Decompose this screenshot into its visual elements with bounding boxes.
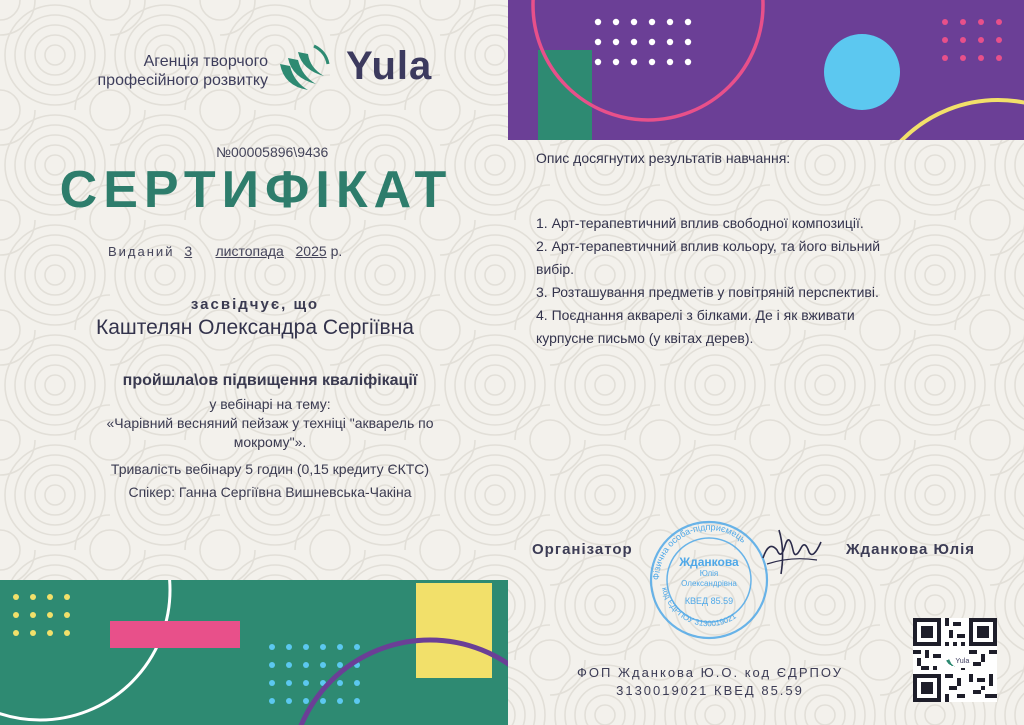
decor-bottom-left [0, 580, 508, 725]
organizer-details-line-2: 3130019021 КВЕД 85.59 [616, 683, 804, 698]
stamp-ring-top: Фізична особа-підприємець [650, 521, 749, 581]
stamp-surname: Жданкова [679, 555, 739, 569]
list-item: 1. Арт-терапевтичний вплив свободної композиції. [536, 215, 864, 231]
results-list [536, 212, 936, 350]
qr-logo-text: Yula [955, 656, 970, 666]
issued-date-row [108, 243, 342, 259]
webinar-topic [60, 414, 480, 452]
organizer-details [540, 664, 880, 700]
agency-line-1: Агенція творчого [143, 53, 268, 70]
organizer-details-line-1: ФОП Жданкова Ю.О. код ЄДРПОУ [577, 665, 843, 680]
agency-line-2: професійного розвитку [97, 72, 268, 89]
list-item: 3. Розташування предметів у повітряній перспективі. [536, 284, 879, 300]
certificate-title: СЕРТИФІКАТ [59, 161, 453, 219]
signature [755, 520, 825, 580]
stamp-patronymic: Олександрівна [681, 579, 737, 588]
results-title: Опис досягнутих результатів навчання: [536, 150, 791, 166]
list-item: 4. Поєднання акварелі з білками. Де і як вживати [536, 307, 855, 323]
webinar-topic-line-2: мокрому"». [233, 434, 307, 450]
webinar-speaker: Спікер: Ганна Сергіївна Вишневська-Чакіна [128, 484, 412, 500]
issued-year: 2025 [295, 243, 327, 259]
issued-day: 3 [184, 243, 193, 259]
certificate-number: №00005896\9436 [216, 144, 329, 160]
issued-label: Виданий [108, 244, 175, 259]
svg-text:код ЄДРПОУ 3130019021 [660, 586, 738, 628]
webinar-on-label: у вебінарі на тему: [209, 396, 331, 412]
yula-logo-icon [274, 42, 338, 94]
stamp-ring-bottom: код ЄДРПОУ 3130019021 [660, 586, 738, 629]
organizer-name: Жданкова Юлія [846, 541, 976, 558]
logo-wordmark: Yula [346, 44, 433, 88]
webinar-duration: Тривалість вебінару 5 годин (0,15 кредиту ЄКТС) [110, 461, 430, 477]
agency-name [58, 52, 268, 90]
list-item: курпусне письмо (у квітах дерев). [536, 330, 754, 346]
recipient-name: Каштелян Олександра Сергіївна [96, 316, 414, 339]
organizer-label: Організатор [532, 541, 633, 558]
qr-code-icon[interactable] [913, 618, 997, 702]
decor-top-right [508, 0, 1024, 140]
stamp-first-name: Юлія [699, 569, 719, 578]
stamp-kved: КВЕД 85.59 [684, 596, 734, 606]
issued-month: листопада [215, 243, 284, 259]
qualification-title: пройшла\ов підвищення кваліфікації [122, 372, 418, 389]
list-item: вибір. [536, 261, 575, 277]
issued-suffix: р. [330, 243, 343, 259]
webinar-topic-line-1: «Чарівний весняний пейзаж у техніці "акварель по [106, 415, 434, 431]
certifies-label: засвідчує, що [190, 296, 320, 313]
list-item: 2. Арт-терапевтичний вплив кольору, та його вільний [536, 238, 881, 254]
